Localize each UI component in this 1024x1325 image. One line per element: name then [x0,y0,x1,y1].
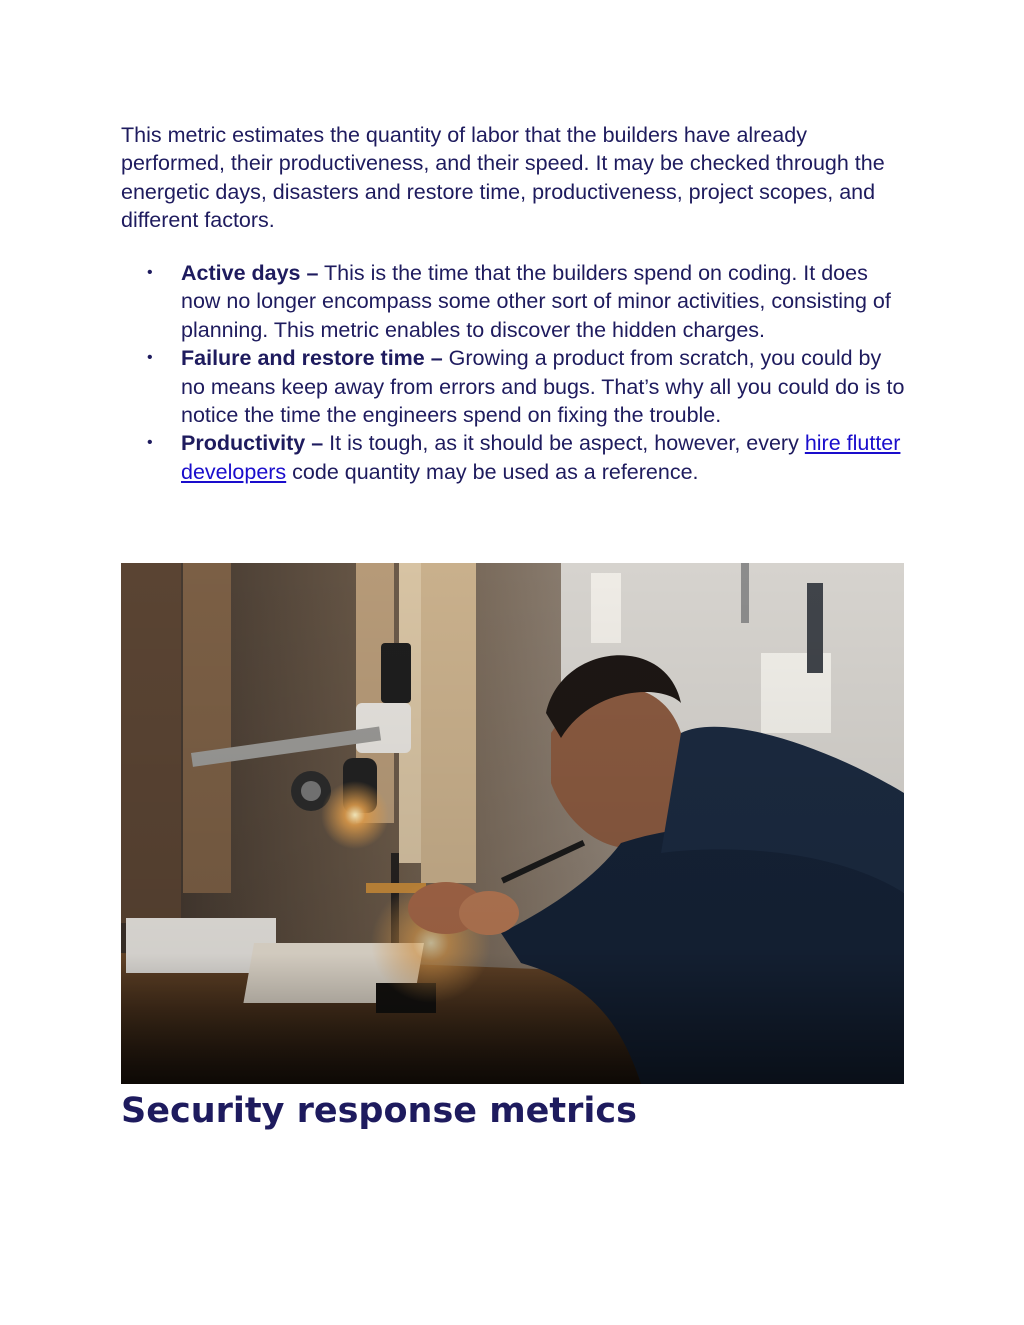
list-item [121,344,911,429]
bullet-icon: • [147,349,153,367]
list-item-term: Active days – [181,261,319,285]
intro-paragraph: This metric estimates the quantity of labor that the builders have already performed, their productiveness, and their speed. It may be checked through the energetic days, disasters and restore time, productiveness, project scopes, and different factors. [121,123,885,233]
engineer-microscope-photo [121,563,904,1084]
list-item-term: Productivity – [181,431,324,456]
bullet-icon: • [147,434,153,452]
section-heading: Security response metrics [121,1091,637,1131]
list-item-text: code quantity may be used as a reference. [286,459,699,484]
list-item-text: Growing a product from scratch, you could by no means keep away from errors and bugs. That’s why all you could do is to notice the time the engineers spend on fixing the trouble. [181,346,905,428]
list-item [121,429,911,486]
hire-flutter-developers-link[interactable]: hire flutter developers [181,431,901,484]
list-item-term: Failure and restore time – [181,346,443,371]
list-item [121,259,911,344]
metrics-list [121,259,911,486]
list-item-text: It is tough, as it should be aspect, however, every [323,431,805,456]
bullet-icon: • [147,264,153,281]
list-item-text: This is the time that the builders spend on coding. It does now no longer encompass some other sort of minor activities, consisting of planning. This metric enables to discover the hidden charges. [181,261,891,342]
